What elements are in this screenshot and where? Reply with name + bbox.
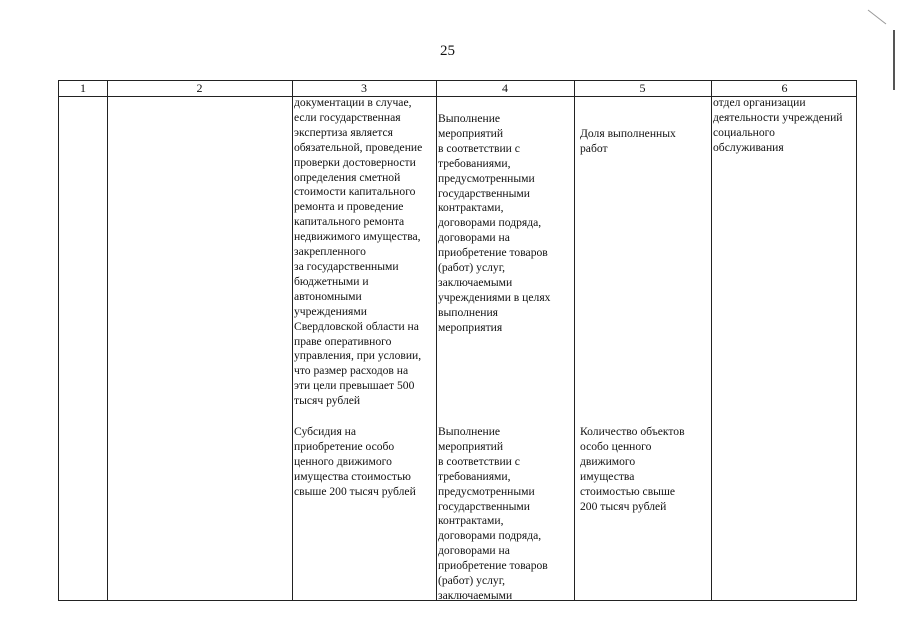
column-divider [107, 81, 108, 600]
table-cell-activity: Субсидия на приобретение особо ценного движимого имущества стоимостью свыше 200 тысяч рублей [294, 425, 416, 498]
table-cell-indicator: Доля выполненных работ [580, 127, 676, 155]
column-divider [574, 81, 575, 600]
scan-corner-mark [866, 8, 888, 26]
page-number: 25 [440, 43, 455, 59]
column-divider [711, 81, 712, 600]
data-table [58, 80, 857, 601]
table-header-row [59, 81, 856, 97]
table-cell-responsible: отдел организации деятельности учреждений социального обслуживания [713, 96, 843, 154]
column-header: 6 [781, 81, 788, 95]
table-cell-requirement: Выполнение мероприятий в соответствии с требованиями, предусмотренными государственными контрактами, договорами подряда, договорами на приобретение товаров (работ) услуг, заключаемыми [438, 425, 548, 602]
scan-edge-mark [893, 30, 895, 90]
column-header: 1 [80, 81, 86, 95]
column-header: 4 [502, 81, 508, 95]
column-header: 3 [361, 81, 367, 95]
column-header: 5 [639, 81, 646, 95]
table-cell-indicator: Количество объектов особо ценного движимого имущества стоимостью свыше 200 тысяч рублей [580, 425, 685, 513]
column-divider [436, 81, 437, 600]
column-header: 2 [196, 81, 203, 95]
table-cell-activity: документации в случае, если государственная экспертиза является обязательной, проведение проверки достоверности определения сметной стоимости капитального ремонта и проведение капитального ремонта недвижимого имущества, закрепленного за государственными бюджетными и автономными учреждениями Свердловской области на праве оперативного управления, при условии, что размер расходов на эти цели превышает 500 тысяч рублей [294, 96, 423, 408]
table-cell-requirement: Выполнение мероприятий в соответствии с требованиями, предусмотренными государственными контрактами, договорами подряда, договорами на приобретение товаров (работ) услуг, заключаемыми учреждениями в целях выполнения мероприятия [438, 112, 551, 334]
column-divider [292, 81, 293, 600]
